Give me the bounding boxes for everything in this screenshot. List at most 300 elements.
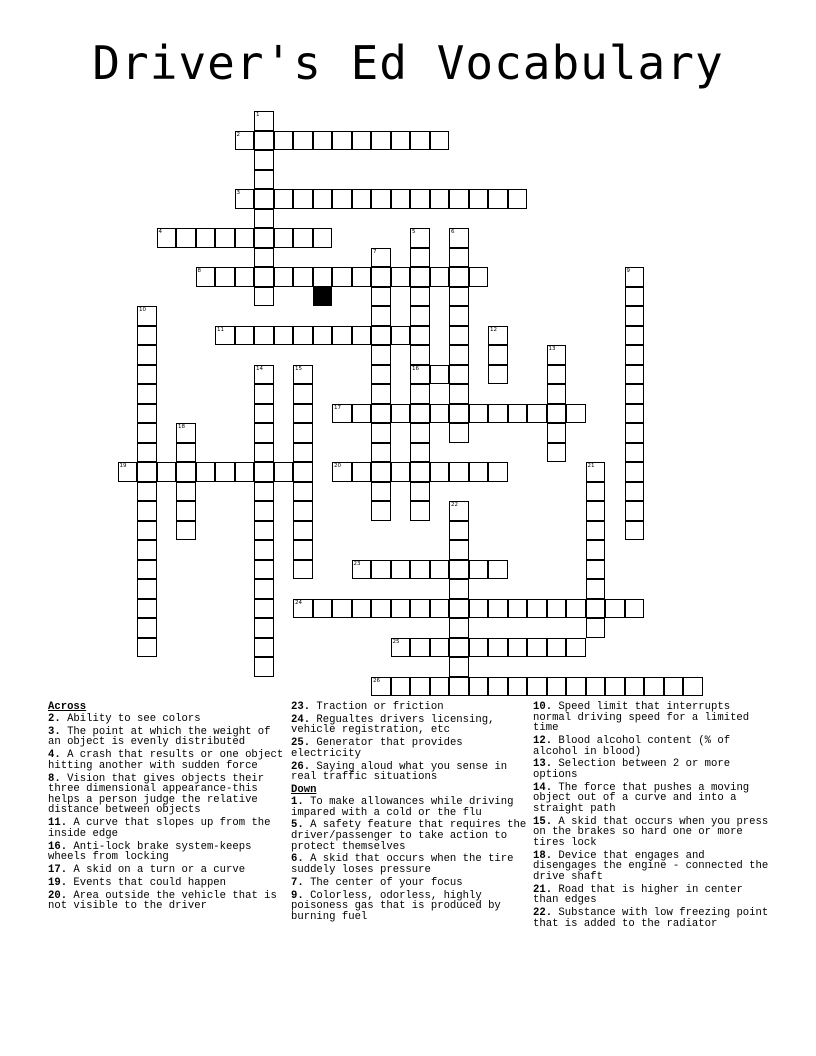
crossword-cell[interactable] xyxy=(410,482,430,502)
crossword-cell[interactable] xyxy=(449,521,469,541)
crossword-cell[interactable] xyxy=(469,599,489,619)
crossword-cell[interactable] xyxy=(332,189,352,209)
crossword-cell[interactable] xyxy=(410,443,430,463)
crossword-cell[interactable] xyxy=(508,677,528,697)
crossword-cell[interactable] xyxy=(469,462,489,482)
crossword-cell[interactable] xyxy=(469,638,489,658)
crossword-cell[interactable] xyxy=(196,228,216,248)
crossword-cell[interactable] xyxy=(352,462,372,482)
crossword-cell[interactable] xyxy=(488,599,508,619)
crossword-cell[interactable] xyxy=(176,228,196,248)
crossword-cell[interactable] xyxy=(176,443,196,463)
crossword-cell[interactable] xyxy=(547,638,567,658)
crossword-cell[interactable] xyxy=(449,228,469,248)
crossword-cell[interactable] xyxy=(274,267,294,287)
crossword-cell[interactable] xyxy=(391,638,411,658)
crossword-cell[interactable] xyxy=(410,248,430,268)
clues-column-1 xyxy=(48,702,284,914)
crossword-cell[interactable] xyxy=(371,599,391,619)
crossword-cell[interactable] xyxy=(430,189,450,209)
crossword-cell[interactable] xyxy=(410,501,430,521)
crossword-cell[interactable] xyxy=(449,287,469,307)
crossword-cell[interactable] xyxy=(254,326,274,346)
crossword-cell[interactable] xyxy=(449,560,469,580)
crossword-cell[interactable] xyxy=(469,404,489,424)
crossword-cell[interactable] xyxy=(313,189,333,209)
crossword-cell[interactable] xyxy=(371,384,391,404)
crossword-cell[interactable] xyxy=(254,170,274,190)
crossword-cell[interactable] xyxy=(547,404,567,424)
crossword-cell[interactable] xyxy=(410,189,430,209)
crossword-cell[interactable] xyxy=(371,462,391,482)
crossword-cell[interactable] xyxy=(488,345,508,365)
clue-number-label: 3. xyxy=(48,725,61,738)
crossword-cell[interactable] xyxy=(293,326,313,346)
crossword-cell[interactable] xyxy=(488,365,508,385)
crossword-cell[interactable] xyxy=(137,384,157,404)
crossword-cell[interactable] xyxy=(449,423,469,443)
crossword-cell[interactable] xyxy=(215,462,235,482)
crossword-cell[interactable] xyxy=(254,384,274,404)
crossword-cell[interactable] xyxy=(371,443,391,463)
crossword-cell[interactable] xyxy=(391,599,411,619)
crossword-cell[interactable] xyxy=(157,228,177,248)
crossword-cell[interactable] xyxy=(176,501,196,521)
clue-number: 8 xyxy=(197,268,201,274)
crossword-cell[interactable] xyxy=(371,423,391,443)
clue-number-label: 25. xyxy=(291,737,311,750)
crossword-cell[interactable] xyxy=(137,404,157,424)
crossword-cell[interactable] xyxy=(196,267,216,287)
crossword-cell[interactable] xyxy=(235,189,255,209)
clue-text: Blood alcohol content (% of alcohol in blood) xyxy=(533,734,731,758)
crossword-cell[interactable] xyxy=(508,638,528,658)
crossword-cell[interactable] xyxy=(449,365,469,385)
crossword-cell[interactable] xyxy=(410,131,430,151)
crossword-cell[interactable] xyxy=(371,501,391,521)
crossword-cell[interactable] xyxy=(586,579,606,599)
crossword-cell[interactable] xyxy=(410,638,430,658)
crossword-cell[interactable] xyxy=(449,657,469,677)
clue-number: 21 xyxy=(587,463,595,469)
crossword-cell[interactable] xyxy=(586,540,606,560)
crossword-cell[interactable] xyxy=(586,560,606,580)
crossword-cell[interactable] xyxy=(547,384,567,404)
crossword-cell[interactable] xyxy=(293,482,313,502)
crossword-cell[interactable] xyxy=(430,560,450,580)
crossword-cell[interactable] xyxy=(137,306,157,326)
crossword-cell[interactable] xyxy=(625,423,645,443)
crossword-cell[interactable] xyxy=(449,462,469,482)
crossword-cell[interactable] xyxy=(410,306,430,326)
crossword-cell[interactable] xyxy=(683,677,703,697)
crossword-cell[interactable] xyxy=(254,599,274,619)
crossword-cell[interactable] xyxy=(625,365,645,385)
crossword-cell[interactable] xyxy=(449,618,469,638)
clue-text: Area outside the vehicle that is not visible to the driver xyxy=(48,889,277,913)
clue-text: Regualtes drivers licensing, vehicle registration, etc xyxy=(291,713,495,737)
crossword-cell[interactable] xyxy=(430,131,450,151)
crossword-cell[interactable] xyxy=(430,365,450,385)
crossword-cell[interactable] xyxy=(137,540,157,560)
crossword-cell[interactable] xyxy=(352,189,372,209)
crossword-cell[interactable] xyxy=(313,228,333,248)
crossword-cell[interactable] xyxy=(625,267,645,287)
clue-number-label: 1. xyxy=(291,796,304,808)
crossword-cell[interactable] xyxy=(137,423,157,443)
clue-text: Ability to see colors xyxy=(60,713,201,726)
crossword-cell[interactable] xyxy=(625,287,645,307)
crossword-cell[interactable] xyxy=(137,326,157,346)
crossword-cell[interactable] xyxy=(313,131,333,151)
crossword-cell[interactable] xyxy=(625,677,645,697)
crossword-cell[interactable] xyxy=(332,267,352,287)
crossword-cell[interactable] xyxy=(430,677,450,697)
clue-number: 12 xyxy=(490,326,497,333)
crossword-cell[interactable] xyxy=(254,209,274,229)
crossword-cell[interactable] xyxy=(449,404,469,424)
crossword-cell[interactable] xyxy=(274,462,294,482)
clue-item xyxy=(291,738,527,759)
crossword-cell[interactable] xyxy=(586,501,606,521)
crossword-cell[interactable] xyxy=(254,228,274,248)
crossword-cell[interactable] xyxy=(293,599,313,619)
crossword-cell[interactable] xyxy=(176,482,196,502)
crossword-cell[interactable] xyxy=(293,501,313,521)
crossword-cell[interactable] xyxy=(391,462,411,482)
crossword-cell[interactable] xyxy=(137,365,157,385)
crossword-cell[interactable] xyxy=(293,423,313,443)
crossword-cell[interactable] xyxy=(449,540,469,560)
crossword-cell[interactable] xyxy=(430,404,450,424)
crossword-cell[interactable] xyxy=(254,618,274,638)
crossword-cell[interactable] xyxy=(137,560,157,580)
crossword-cell[interactable] xyxy=(254,248,274,268)
crossword-cell[interactable] xyxy=(410,287,430,307)
crossword-cell[interactable] xyxy=(293,365,313,385)
crossword-cell[interactable] xyxy=(274,228,294,248)
clue-item xyxy=(291,702,527,713)
crossword-cell[interactable] xyxy=(137,521,157,541)
crossword-cell[interactable] xyxy=(313,267,333,287)
crossword-cell[interactable] xyxy=(137,501,157,521)
crossword-cell[interactable] xyxy=(488,404,508,424)
crossword-cell[interactable] xyxy=(410,560,430,580)
crossword-cell[interactable] xyxy=(293,560,313,580)
crossword-cell[interactable] xyxy=(391,404,411,424)
clue-number-label: 18. xyxy=(533,849,553,862)
crossword-cell[interactable] xyxy=(371,404,391,424)
crossword-cell[interactable] xyxy=(410,267,430,287)
crossword-cell[interactable] xyxy=(371,248,391,268)
crossword-cell[interactable] xyxy=(293,521,313,541)
crossword-cell[interactable] xyxy=(254,189,274,209)
crossword-cell[interactable] xyxy=(410,423,430,443)
crossword-cell[interactable] xyxy=(371,677,391,697)
crossword-cell[interactable] xyxy=(410,365,430,385)
crossword-cell[interactable] xyxy=(527,638,547,658)
crossword-cell[interactable] xyxy=(586,677,606,697)
crossword-cell[interactable] xyxy=(137,638,157,658)
crossword-cell[interactable] xyxy=(625,404,645,424)
crossword-cell[interactable] xyxy=(586,482,606,502)
clue-item xyxy=(533,817,769,849)
clue-number: 15 xyxy=(295,365,302,372)
crossword-cell[interactable] xyxy=(235,462,255,482)
crossword-cell[interactable] xyxy=(157,462,177,482)
crossword-cell[interactable] xyxy=(566,599,586,619)
crossword-cell[interactable] xyxy=(449,384,469,404)
crossword-cell[interactable] xyxy=(586,618,606,638)
crossword-cell[interactable] xyxy=(293,443,313,463)
crossword-cell[interactable] xyxy=(430,267,450,287)
crossword-cell[interactable] xyxy=(293,462,313,482)
crossword-cell[interactable] xyxy=(176,423,196,443)
crossword-cell[interactable] xyxy=(605,677,625,697)
crossword-cell[interactable] xyxy=(254,657,274,677)
down-clue-list-continued xyxy=(533,702,769,929)
crossword-cell[interactable] xyxy=(332,404,352,424)
crossword-cell[interactable] xyxy=(625,501,645,521)
crossword-cell[interactable] xyxy=(371,345,391,365)
clue-item xyxy=(533,702,769,734)
crossword-cell[interactable] xyxy=(254,482,274,502)
crossword-cell[interactable] xyxy=(410,345,430,365)
clue-item xyxy=(533,885,769,906)
crossword-cell[interactable] xyxy=(313,599,333,619)
crossword-cell[interactable] xyxy=(410,228,430,248)
crossword-cell[interactable] xyxy=(488,677,508,697)
crossword-cell[interactable] xyxy=(391,326,411,346)
crossword-cell[interactable] xyxy=(254,443,274,463)
crossword-cell[interactable] xyxy=(254,404,274,424)
crossword-cell[interactable] xyxy=(488,560,508,580)
crossword-cell[interactable] xyxy=(469,267,489,287)
clue-number: 17 xyxy=(334,404,341,411)
crossword-cell[interactable] xyxy=(391,131,411,151)
crossword-cell[interactable] xyxy=(254,131,274,151)
crossword-cell[interactable] xyxy=(254,423,274,443)
crossword-cell[interactable] xyxy=(235,326,255,346)
crossword-cell[interactable] xyxy=(137,482,157,502)
crossword-cell[interactable] xyxy=(547,677,567,697)
crossword-cell[interactable] xyxy=(410,599,430,619)
crossword-cell[interactable] xyxy=(137,579,157,599)
crossword-cell[interactable] xyxy=(371,267,391,287)
crossword-cell[interactable] xyxy=(371,326,391,346)
crossword-cell[interactable] xyxy=(293,540,313,560)
crossword-cell[interactable] xyxy=(508,599,528,619)
crossword-cell[interactable] xyxy=(293,267,313,287)
crossword-cell[interactable] xyxy=(625,326,645,346)
crossword-cell[interactable] xyxy=(527,677,547,697)
crossword-cell[interactable] xyxy=(391,560,411,580)
crossword-cell[interactable] xyxy=(254,111,274,131)
crossword-cell[interactable] xyxy=(254,501,274,521)
crossword-cell[interactable] xyxy=(449,326,469,346)
crossword-cell[interactable] xyxy=(547,599,567,619)
crossword-cell[interactable] xyxy=(371,306,391,326)
crossword-cell[interactable] xyxy=(254,560,274,580)
clue-text: The point at which the weight of an object is evenly distributed xyxy=(48,725,271,749)
crossword-cell[interactable] xyxy=(254,267,274,287)
crossword-cell[interactable] xyxy=(625,521,645,541)
crossword-cell[interactable] xyxy=(566,677,586,697)
crossword-cell[interactable] xyxy=(410,462,430,482)
crossword-cell[interactable] xyxy=(488,462,508,482)
crossword-cell[interactable] xyxy=(547,345,567,365)
crossword-cell[interactable] xyxy=(391,677,411,697)
crossword-cell[interactable] xyxy=(449,501,469,521)
crossword-cell[interactable] xyxy=(469,560,489,580)
clue-item xyxy=(533,908,769,929)
crossword-cell[interactable] xyxy=(430,599,450,619)
clue-item xyxy=(48,865,284,876)
crossword-cell[interactable] xyxy=(371,482,391,502)
crossword-cell[interactable] xyxy=(625,599,645,619)
crossword-cell[interactable] xyxy=(449,267,469,287)
crossword-cell[interactable] xyxy=(605,599,625,619)
clue-number: 7 xyxy=(373,248,377,255)
crossword-cell[interactable] xyxy=(196,462,216,482)
crossword-cell[interactable] xyxy=(293,404,313,424)
crossword-cell[interactable] xyxy=(664,677,684,697)
crossword-cell[interactable] xyxy=(293,384,313,404)
crossword-cell[interactable] xyxy=(469,189,489,209)
crossword-cell[interactable] xyxy=(371,131,391,151)
crossword-cell[interactable] xyxy=(371,560,391,580)
crossword-cell[interactable] xyxy=(293,228,313,248)
crossword-cell[interactable] xyxy=(527,404,547,424)
crossword-cell[interactable] xyxy=(235,228,255,248)
crossword-cell[interactable] xyxy=(488,638,508,658)
crossword-cell[interactable] xyxy=(625,443,645,463)
crossword-cell[interactable] xyxy=(293,131,313,151)
crossword-cell[interactable] xyxy=(352,326,372,346)
crossword-cell[interactable] xyxy=(254,287,274,307)
crossword-cell[interactable] xyxy=(332,326,352,346)
crossword-cell[interactable] xyxy=(371,189,391,209)
crossword-cell[interactable] xyxy=(625,482,645,502)
crossword-cell[interactable] xyxy=(137,345,157,365)
crossword-cell[interactable] xyxy=(625,384,645,404)
crossword-cell[interactable] xyxy=(274,326,294,346)
crossword-cell[interactable] xyxy=(644,677,664,697)
clue-item xyxy=(48,714,284,725)
crossword-cell[interactable] xyxy=(215,326,235,346)
crossword-cell[interactable] xyxy=(332,462,352,482)
crossword-cell[interactable] xyxy=(235,267,255,287)
crossword-cell[interactable] xyxy=(352,599,372,619)
crossword-cell[interactable] xyxy=(391,267,411,287)
crossword-cell[interactable] xyxy=(566,404,586,424)
crossword-cell[interactable] xyxy=(508,189,528,209)
crossword-cell[interactable] xyxy=(449,306,469,326)
crossword-cell[interactable] xyxy=(176,521,196,541)
crossword-cell[interactable] xyxy=(430,462,450,482)
crossword-cell[interactable] xyxy=(410,404,430,424)
crossword-cell[interactable] xyxy=(547,443,567,463)
crossword-cell[interactable] xyxy=(137,618,157,638)
crossword-cell[interactable] xyxy=(586,462,606,482)
crossword-cell[interactable] xyxy=(235,131,255,151)
crossword-cell[interactable] xyxy=(254,365,274,385)
crossword-cell[interactable] xyxy=(137,443,157,463)
crossword-cell[interactable] xyxy=(254,150,274,170)
crossword-cell[interactable] xyxy=(527,599,547,619)
crossword-cell[interactable] xyxy=(449,599,469,619)
clue-number-label: 16. xyxy=(48,840,68,853)
crossword-cell[interactable] xyxy=(410,677,430,697)
crossword-cell[interactable] xyxy=(118,462,138,482)
crossword-cell[interactable] xyxy=(508,404,528,424)
crossword-cell[interactable] xyxy=(137,599,157,619)
crossword-cell[interactable] xyxy=(469,677,489,697)
clue-item xyxy=(291,715,527,736)
crossword-cell[interactable] xyxy=(371,365,391,385)
crossword-cell[interactable] xyxy=(254,638,274,658)
crossword-cell[interactable] xyxy=(547,423,567,443)
clue-number: 11 xyxy=(217,326,224,333)
crossword-cell[interactable] xyxy=(254,540,274,560)
clue-text: A curve that slopes up from the inside edge xyxy=(48,817,271,840)
crossword-cell[interactable] xyxy=(313,326,333,346)
crossword-cell[interactable] xyxy=(215,267,235,287)
crossword-cell[interactable] xyxy=(449,345,469,365)
clue-number: 3 xyxy=(236,190,240,196)
crossword-cell[interactable] xyxy=(274,189,294,209)
clue-number: 4 xyxy=(158,229,162,235)
crossword-cell[interactable] xyxy=(176,462,196,482)
crossword-cell[interactable] xyxy=(430,638,450,658)
crossword-cell[interactable] xyxy=(215,228,235,248)
crossword-cell[interactable] xyxy=(488,326,508,346)
crossword-cell[interactable] xyxy=(332,131,352,151)
clue-number: 23 xyxy=(353,560,361,567)
crossword-cell[interactable] xyxy=(625,306,645,326)
crossword-cell[interactable] xyxy=(566,638,586,658)
crossword-cell[interactable] xyxy=(625,345,645,365)
crossword-cell[interactable] xyxy=(332,599,352,619)
crossword-cell[interactable] xyxy=(254,462,274,482)
crossword-cell[interactable] xyxy=(391,189,411,209)
crossword-cell[interactable] xyxy=(371,287,391,307)
crossword-cell[interactable] xyxy=(488,189,508,209)
crossword-cell[interactable] xyxy=(410,384,430,404)
crossword-cell[interactable] xyxy=(625,462,645,482)
crossword-cell[interactable] xyxy=(137,462,157,482)
crossword-cell[interactable] xyxy=(352,267,372,287)
crossword-cell[interactable] xyxy=(254,521,274,541)
crossword-cell[interactable] xyxy=(586,599,606,619)
crossword-cell[interactable] xyxy=(293,189,313,209)
crossword-cell[interactable] xyxy=(449,189,469,209)
crossword-cell[interactable] xyxy=(352,560,372,580)
crossword-cell[interactable] xyxy=(254,579,274,599)
crossword-cell[interactable] xyxy=(410,326,430,346)
clue-text: Substance with low freezing point that is added to the radiator xyxy=(533,907,769,930)
crossword-cell[interactable] xyxy=(449,638,469,658)
crossword-cell[interactable] xyxy=(547,365,567,385)
clue-item xyxy=(48,818,284,839)
crossword-cell[interactable] xyxy=(274,131,294,151)
crossword-cell[interactable] xyxy=(352,404,372,424)
crossword-cell[interactable] xyxy=(352,131,372,151)
crossword-cell[interactable] xyxy=(586,521,606,541)
crossword-cell[interactable] xyxy=(449,677,469,697)
crossword-cell[interactable] xyxy=(449,579,469,599)
crossword-cell[interactable] xyxy=(449,248,469,268)
